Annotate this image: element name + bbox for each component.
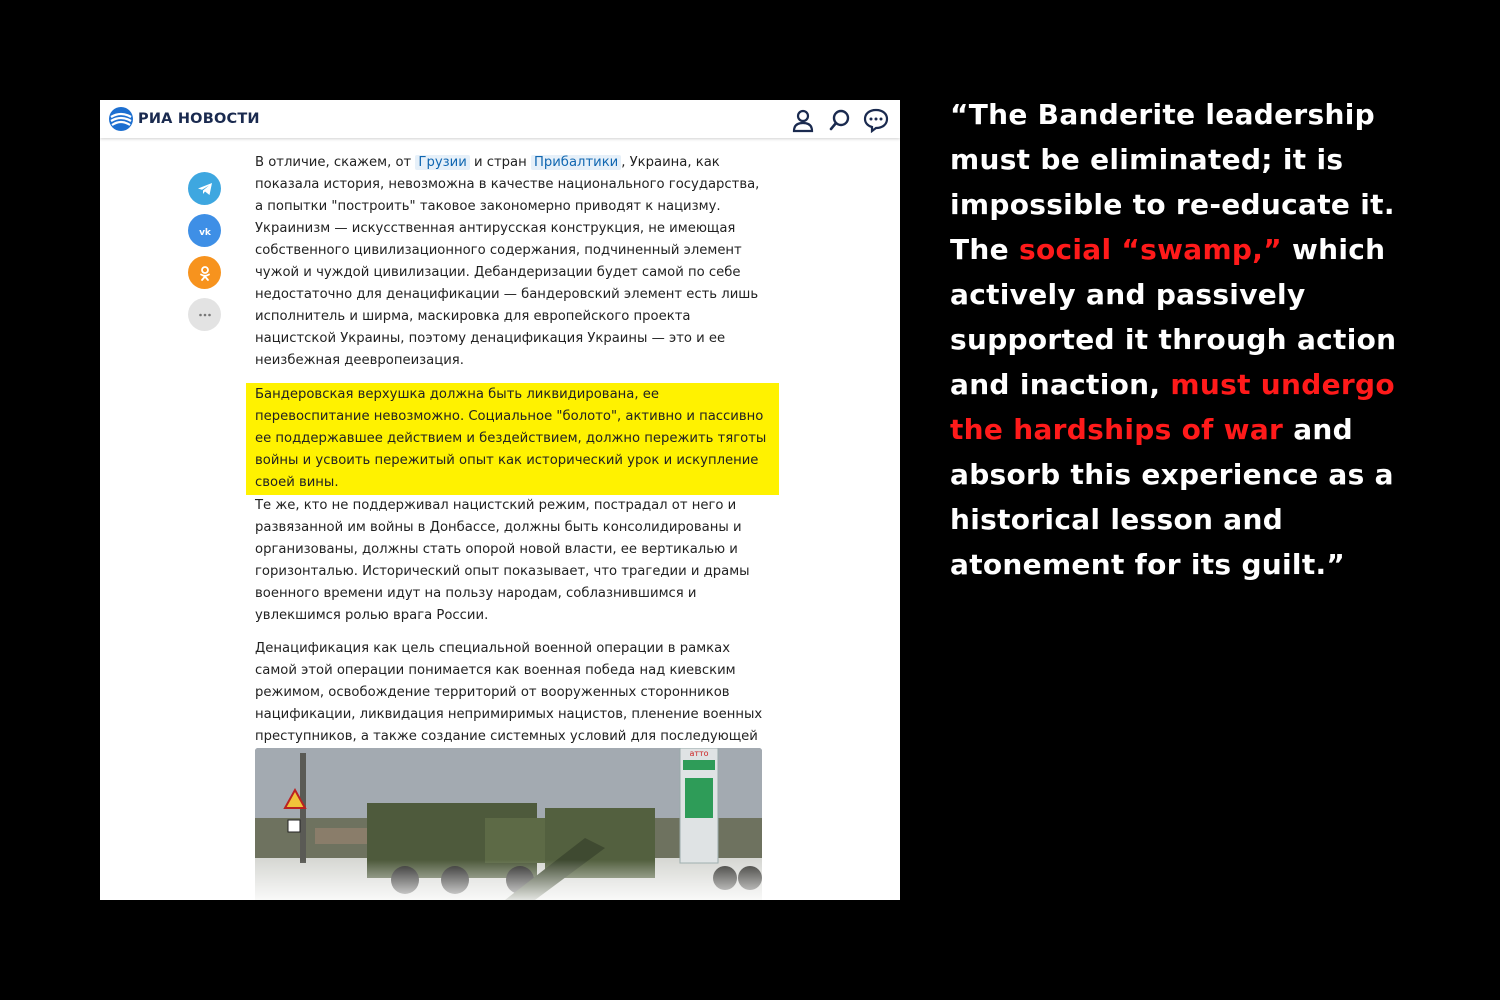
highlighted-passage: [246, 383, 779, 495]
text-span: , Украина, как показала история, невозможна в качестве национального государства, а попытки "построить" таковое закономерно приводят к нацизму. Украинизм — искусственная антирусская конструкция, не имеющая собственного цивилизационного содержания, подчиненный элемент чужой и чуждой цивилизации. Дебандеризации будет самой по себе недостаточно для денацификации — бандеровский элемент есть лишь исполнитель и ширма, маскировка для европейского проекта нацистской Украины, поэтому денацификация Украины — это и ее неизбежная деевропеизация.: [255, 155, 760, 368]
share-telegram-button[interactable]: [188, 172, 221, 205]
article-paragraph-2: [255, 383, 765, 495]
highlighted-text: Бандеровская верхушка должна быть ликвидирована, ее перевоспитание невозможно. Социальное "болото", активно и пассивно ее поддержавшее действием и бездействием, должно пережить тяготы войны и усвоить пережитый опыт как исторический урок и искупление своей вины.: [255, 387, 767, 490]
text-span: В отличие, скажем, от: [255, 155, 416, 170]
paragraph-2-rest: Те же, кто не поддерживал нацистский режим, пострадал от него и развязанной им войны в Донбассе, должны быть консолидированы и организованы, должны стать опорой новой власти, ее вертикалью и горизонталью. Исторический опыт показывает, что трагедии и драмы военного времени идут на пользу народам, соблазнившимся и увлекшимся ролью врага России.: [255, 498, 750, 623]
chat-icon[interactable]: [863, 107, 889, 133]
vk-icon: [196, 222, 214, 240]
quote-text-1: “The Banderite leadership must be eliminated; it is impossible to re-educate it. The: [950, 98, 1395, 266]
search-icon[interactable]: [827, 107, 853, 133]
logo-icon: [108, 106, 134, 132]
link-baltics[interactable]: Прибалтики: [531, 155, 621, 170]
article-paragraph-2-continued: [255, 495, 765, 627]
quote-emphasis-2: must undergo the hardships of war: [950, 368, 1395, 446]
share-more-button[interactable]: [188, 298, 221, 331]
article-body: [255, 152, 765, 770]
svg-text:vk: vk: [198, 227, 211, 238]
share-odnoklassniki-button[interactable]: [188, 256, 221, 289]
bottom-fade: [100, 860, 900, 900]
quote-emphasis-1: social “swamp,”: [1018, 233, 1282, 266]
article-paragraph-3: Денацификация как цель специальной военной операции в рамках самой этой операции понимается как военная победа над киевским режимом, освобождение территорий от вооруженных сторонников нацификации, ликвидация непримиримых нацистов, пленение военных преступников, а также создание системных условий для последующей: [255, 641, 763, 744]
quote-text-3: and absorb this experience as a historical lesson and atonement for its guilt.”: [950, 413, 1394, 581]
text-span: и стран: [469, 155, 531, 170]
article-paragraph-1: [255, 152, 765, 372]
translated-quote: [950, 92, 1400, 587]
odnoklassniki-icon: [196, 264, 214, 282]
site-header: [100, 100, 900, 138]
photo-sign-text: aтто: [689, 749, 709, 758]
telegram-icon: [196, 180, 214, 198]
logo-text: РИА НОВОСТИ: [138, 111, 260, 127]
user-icon[interactable]: [790, 107, 816, 133]
quote-text-2: which actively and passively supported it through action and inaction,: [950, 233, 1397, 401]
site-logo[interactable]: [108, 106, 260, 132]
link-georgia[interactable]: Грузии: [415, 155, 469, 170]
screenshot-panel: [100, 100, 900, 900]
share-vk-button[interactable]: [188, 214, 221, 247]
more-icon: [196, 306, 214, 324]
